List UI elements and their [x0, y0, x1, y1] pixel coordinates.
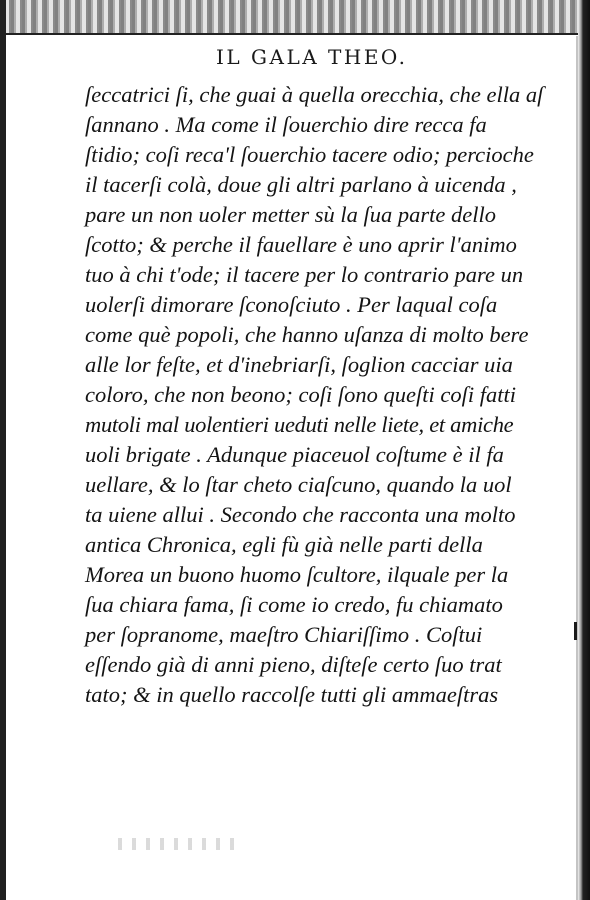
text-line: uoli brigate . Adunque piaceuol coſtume è il fa — [85, 442, 504, 467]
text-line: il tacerſi colà, doue gli altri parlano à uicenda , — [85, 172, 517, 197]
text-line: coloro, che non beono; coſi ſono queſti coſi fatti — [85, 382, 516, 407]
text-line: per ſopranome, maeſtro Chiariſſimo . Coſtui — [85, 622, 483, 647]
scan-right-edge — [578, 0, 590, 900]
text-line: mutoli mal uolentieri ueduti nelle liete, et amiche — [85, 412, 514, 437]
running-head: IL GALA THEO. — [216, 45, 408, 69]
page-top-border — [0, 33, 590, 35]
text-line: pare un non uoler metter sù la ſua parte dello — [85, 202, 496, 227]
text-line: eſſendo già di anni pieno, diſteſe certo ſuo trat — [85, 652, 502, 677]
text-line: ſcotto; & perche il fauellare è uno aprir l'animo — [85, 232, 517, 257]
text-line: tato; & in quello raccolſe tutti gli ammaeſtras — [85, 682, 499, 707]
text-line: ſannano . Ma come il ſouerchio dire recca fa — [85, 112, 487, 137]
text-line: ſua chiara fama, ſi come io credo, fu chiamato — [85, 592, 503, 617]
text-line: Morea un buono huomo ſcultore, ilquale per la — [85, 562, 509, 587]
text-line: ta uiene allui . Secondo che racconta una molto — [85, 502, 516, 527]
text-line: ſeccatrici ſi, che guai à quella orecchia, che ella aſ — [85, 82, 544, 107]
body-text — [85, 80, 555, 710]
text-line: tuo à chi t'ode; il tacere per lo contrario pare un — [85, 262, 524, 287]
text-line: ſtidio; coſi reca'l ſouerchio tacere odio; percioche — [85, 142, 534, 167]
scan-smudge — [118, 838, 238, 850]
margin-mark — [574, 622, 577, 640]
text-line: uellare, & lo ſtar cheto ciaſcuno, quando la uol — [85, 472, 512, 497]
text-line: antica Chronica, egli fù già nelle parti della — [85, 532, 483, 557]
text-line: come què popoli, che hanno uſanza di molto bere — [85, 322, 529, 347]
scan-left-edge — [0, 0, 6, 900]
text-line: alle lor feſte, et d'inebriarſi, ſoglion cacciar uia — [85, 352, 513, 377]
text-line: uolerſi dimorare ſconoſciuto . Per laqual coſa — [85, 292, 498, 317]
scan-top-edge — [0, 0, 590, 34]
